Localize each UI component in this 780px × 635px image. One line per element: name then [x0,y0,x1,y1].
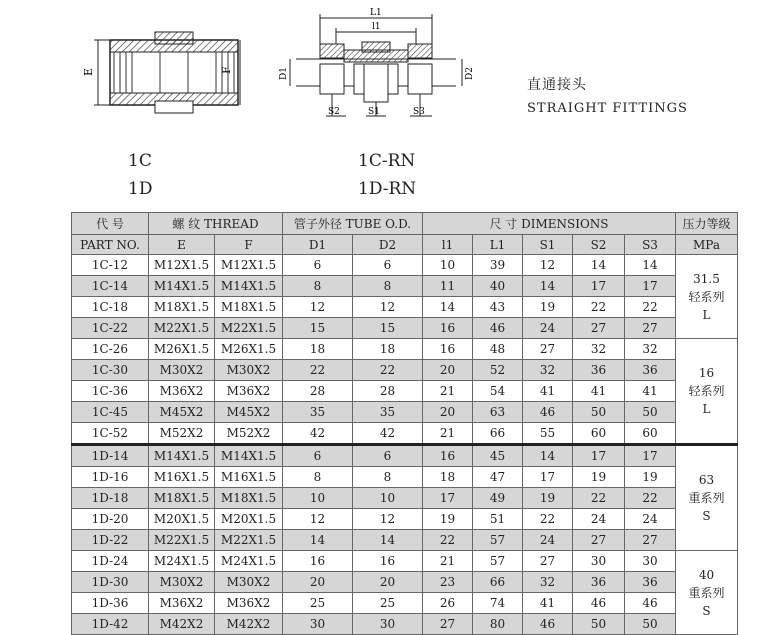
cell-e: M16X1.5 [149,467,215,488]
cell-d2: 16 [353,551,423,572]
pressure-code: S [702,603,711,618]
cell-d2: 6 [353,445,423,467]
dim-s3-label: S3 [413,107,425,117]
cell-s1: 14 [523,276,573,297]
header-thread: 螺 纹 THREAD [149,213,283,235]
cell-l: 20 [423,402,473,423]
spec-table [71,212,738,635]
cell-f: M22X1.5 [215,318,283,339]
table-row [72,318,738,339]
cell-part: 1C-22 [72,318,149,339]
cell-s3: 27 [625,530,676,551]
table-row [72,572,738,593]
cell-f: M30X2 [215,572,283,593]
cell-s2: 17 [573,445,625,467]
cell-l: 27 [423,614,473,635]
cell-l: 21 [423,381,473,402]
cell-l: 16 [423,445,473,467]
cell-l: 26 [423,593,473,614]
cell-s3: 41 [625,381,676,402]
cell-s3: 27 [625,318,676,339]
cell-l1: 48 [473,339,523,360]
table-row [72,614,738,635]
dim-d2-label: D2 [465,67,475,80]
pressure-series: 重系列 [688,491,725,505]
table-row [72,402,738,423]
cell-l1: 39 [473,255,523,276]
cell-part: 1D-18 [72,488,149,509]
fitting-drawing-left [80,30,250,125]
cell-f: M36X2 [215,593,283,614]
cell-s1: 41 [523,381,573,402]
cell-l1: 57 [473,530,523,551]
cell-d2: 35 [353,402,423,423]
model-label-1c: 1C [128,151,152,171]
cell-s3: 36 [625,572,676,593]
header-mpa: MPa [676,235,738,255]
cell-d2: 28 [353,381,423,402]
cell-part: 1C-12 [72,255,149,276]
title-chinese: 直通接头 [527,77,587,93]
cell-e: M24X1.5 [149,551,215,572]
header-d2: D2 [353,235,423,255]
table-row [72,255,738,276]
cell-f: M36X2 [215,381,283,402]
cell-d1: 22 [283,360,353,381]
cell-s1: 17 [523,467,573,488]
table-header-row-1 [72,213,738,235]
pressure-code: S [702,509,711,523]
cell-d2: 15 [353,318,423,339]
cell-f: M14X1.5 [215,445,283,467]
cell-s1: 46 [523,402,573,423]
cell-s1: 22 [523,509,573,530]
cell-s2: 50 [573,402,625,423]
pressure-code: L [702,307,711,322]
cell-l1: 40 [473,276,523,297]
cell-d2: 14 [353,530,423,551]
cell-s3: 24 [625,509,676,530]
dim-s2-label: S2 [328,107,340,117]
cell-d2: 8 [353,276,423,297]
cell-f: M16X1.5 [215,467,283,488]
cell-f: M24X1.5 [215,551,283,572]
header-e: E [149,235,215,255]
cell-e: M12X1.5 [149,255,215,276]
cell-l: 17 [423,488,473,509]
cell-part: 1C-18 [72,297,149,318]
cell-d1: 16 [283,551,353,572]
cell-l: 19 [423,509,473,530]
table-row [72,339,738,360]
cell-d1: 14 [283,530,353,551]
cell-s3: 32 [625,339,676,360]
header-f: F [215,235,283,255]
cell-d1: 18 [283,339,353,360]
cell-l1: 49 [473,488,523,509]
cell-s1: 46 [523,614,573,635]
cell-e: M36X2 [149,381,215,402]
cell-f: M18X1.5 [215,297,283,318]
cell-d2: 22 [353,360,423,381]
cell-s3: 19 [625,467,676,488]
cell-s3: 17 [625,276,676,297]
table-row [72,445,738,467]
cell-s3: 30 [625,551,676,572]
cell-f: M14X1.5 [215,276,283,297]
title-english: STRAIGHT FITTINGS [527,101,688,116]
table-row [72,423,738,445]
cell-l1: 46 [473,318,523,339]
cell-s2: 27 [573,530,625,551]
cell-part: 1D-22 [72,530,149,551]
dim-l1-label: l1 [372,22,381,32]
cell-s2: 50 [573,614,625,635]
cell-s1: 24 [523,530,573,551]
pressure-group-cell [676,551,738,635]
pressure-value: 63 [698,473,715,487]
cell-part: 1C-30 [72,360,149,381]
cell-s3: 36 [625,360,676,381]
cell-d2: 12 [353,509,423,530]
header-s2: S2 [573,235,625,255]
pressure-group-cell [676,339,738,445]
pressure-series: 轻系列 [688,289,725,304]
cell-part: 1D-36 [72,593,149,614]
cell-d2: 25 [353,593,423,614]
header-s3: S3 [625,235,676,255]
cell-s1: 27 [523,551,573,572]
cell-s1: 55 [523,423,573,445]
cell-e: M22X1.5 [149,530,215,551]
cell-s3: 17 [625,445,676,467]
cell-l: 18 [423,467,473,488]
header-code: 代 号 [72,213,149,235]
cell-d1: 12 [283,297,353,318]
table-row [72,360,738,381]
dim-f-label: F [220,66,233,74]
cell-d1: 35 [283,402,353,423]
cell-s2: 32 [573,339,625,360]
cell-s3: 46 [625,593,676,614]
cell-s2: 36 [573,360,625,381]
cell-d2: 6 [353,255,423,276]
cell-d1: 10 [283,488,353,509]
cell-e: M30X2 [149,572,215,593]
cell-part: 1D-24 [72,551,149,572]
cell-e: M22X1.5 [149,318,215,339]
cell-l1: 47 [473,467,523,488]
cell-part: 1C-52 [72,423,149,445]
cell-s2: 41 [573,381,625,402]
cell-e: M18X1.5 [149,297,215,318]
cell-l: 14 [423,297,473,318]
cell-f: M30X2 [215,360,283,381]
cell-part: 1D-20 [72,509,149,530]
cell-l: 21 [423,551,473,572]
table-row [72,551,738,572]
dim-L1-label: L1 [370,8,382,18]
model-label-1c-rn: 1C-RN [358,151,416,171]
cell-d1: 6 [283,445,353,467]
cell-s2: 22 [573,488,625,509]
cell-s1: 19 [523,297,573,318]
dim-e-label: E [82,67,95,76]
cell-part: 1D-42 [72,614,149,635]
cell-s1: 41 [523,593,573,614]
cell-l1: 80 [473,614,523,635]
cell-l1: 52 [473,360,523,381]
cell-l: 21 [423,423,473,445]
table-row [72,593,738,614]
cell-d1: 25 [283,593,353,614]
cell-d1: 42 [283,423,353,445]
cell-s1: 27 [523,339,573,360]
cell-part: 1C-45 [72,402,149,423]
cell-d1: 12 [283,509,353,530]
header-pressure: 压力等级 [676,213,738,235]
cell-part: 1D-16 [72,467,149,488]
cell-l: 20 [423,360,473,381]
cell-s2: 14 [573,255,625,276]
cell-s2: 27 [573,318,625,339]
header-s1: S1 [523,235,573,255]
cell-part: 1C-26 [72,339,149,360]
cell-s1: 32 [523,360,573,381]
pressure-value: 40 [698,567,715,582]
cell-s2: 36 [573,572,625,593]
cell-f: M20X1.5 [215,509,283,530]
cell-e: M45X2 [149,402,215,423]
cell-s3: 22 [625,488,676,509]
cell-l1: 43 [473,297,523,318]
cell-d2: 12 [353,297,423,318]
cell-s2: 17 [573,276,625,297]
cell-s2: 30 [573,551,625,572]
header-dimensions: 尺 寸 DIMENSIONS [423,213,676,235]
cell-s1: 24 [523,318,573,339]
table-row [72,509,738,530]
cell-l1: 74 [473,593,523,614]
cell-s2: 19 [573,467,625,488]
pressure-code: L [702,402,711,416]
cell-l1: 63 [473,402,523,423]
cell-l: 11 [423,276,473,297]
pressure-value: 16 [698,366,715,380]
cell-s1: 12 [523,255,573,276]
cell-f: M12X1.5 [215,255,283,276]
table-header-row-2 [72,235,738,255]
cell-d1: 15 [283,318,353,339]
cell-l1: 57 [473,551,523,572]
cell-l: 22 [423,530,473,551]
pressure-series: 轻系列 [688,384,725,398]
table-row [72,297,738,318]
cell-s1: 19 [523,488,573,509]
pressure-group-cell [676,445,738,551]
header-tube: 管子外径 TUBE O.D. [283,213,423,235]
cell-l1: 54 [473,381,523,402]
cell-e: M18X1.5 [149,488,215,509]
cell-d1: 8 [283,467,353,488]
cell-e: M26X1.5 [149,339,215,360]
cell-s3: 14 [625,255,676,276]
cell-d1: 28 [283,381,353,402]
cell-l: 10 [423,255,473,276]
cell-d2: 18 [353,339,423,360]
cell-d1: 8 [283,276,353,297]
pressure-value: 31.5 [693,271,720,286]
cell-part: 1C-14 [72,276,149,297]
fitting-drawing-right [276,4,476,124]
cell-f: M26X1.5 [215,339,283,360]
table-row [72,381,738,402]
header-l1-small: l1 [423,235,473,255]
cell-f: M18X1.5 [215,488,283,509]
cell-s2: 46 [573,593,625,614]
cell-l1: 51 [473,509,523,530]
table-row [72,467,738,488]
header-d1: D1 [283,235,353,255]
cell-s3: 50 [625,402,676,423]
cell-s1: 32 [523,572,573,593]
cell-d2: 20 [353,572,423,593]
cell-s2: 24 [573,509,625,530]
table-row [72,488,738,509]
cell-d2: 42 [353,423,423,445]
dim-s1-label: S1 [368,107,380,117]
header-part-no: PART NO. [72,235,149,255]
dim-d1-label: D1 [279,67,289,80]
model-label-1d: 1D [128,179,153,199]
cell-l: 23 [423,572,473,593]
cell-d1: 20 [283,572,353,593]
cell-part: 1C-36 [72,381,149,402]
cell-s3: 50 [625,614,676,635]
cell-l1: 66 [473,572,523,593]
cell-f: M52X2 [215,423,283,445]
header-L1: L1 [473,235,523,255]
cell-d2: 10 [353,488,423,509]
cell-e: M20X1.5 [149,509,215,530]
cell-f: M22X1.5 [215,530,283,551]
cell-d1: 30 [283,614,353,635]
cell-e: M14X1.5 [149,276,215,297]
cell-s1: 14 [523,445,573,467]
cell-e: M52X2 [149,423,215,445]
cell-d2: 8 [353,467,423,488]
model-label-1d-rn: 1D-RN [358,179,417,199]
cell-part: 1D-30 [72,572,149,593]
cell-l: 16 [423,318,473,339]
cell-l1: 66 [473,423,523,445]
cell-s2: 22 [573,297,625,318]
cell-s3: 22 [625,297,676,318]
table-row [72,276,738,297]
cell-s2: 60 [573,423,625,445]
cell-d1: 6 [283,255,353,276]
cell-f: M45X2 [215,402,283,423]
cell-e: M36X2 [149,593,215,614]
cell-part: 1D-14 [72,445,149,467]
cell-l1: 45 [473,445,523,467]
cell-f: M42X2 [215,614,283,635]
table-row [72,530,738,551]
cell-d2: 30 [353,614,423,635]
cell-e: M14X1.5 [149,445,215,467]
cell-l: 16 [423,339,473,360]
cell-s3: 60 [625,423,676,445]
cell-e: M42X2 [149,614,215,635]
pressure-series: 重系列 [688,585,725,600]
cell-e: M30X2 [149,360,215,381]
pressure-group-cell [676,255,738,339]
